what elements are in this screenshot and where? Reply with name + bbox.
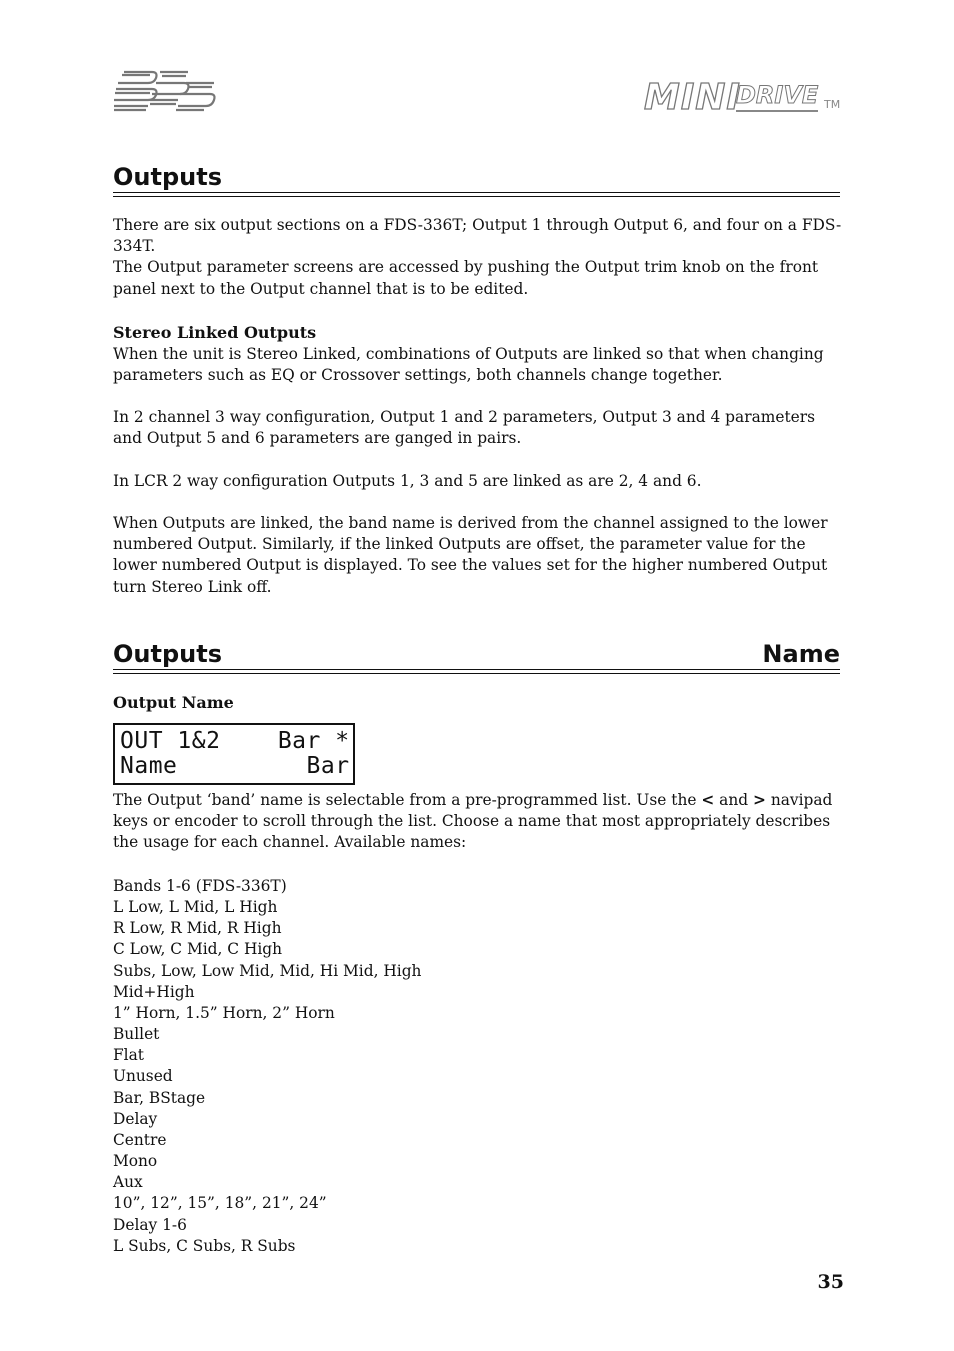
list-item: Aux (113, 1173, 143, 1192)
description-and: and (714, 791, 754, 809)
section-title-text: Outputs (113, 163, 222, 191)
lcd-line-1: OUT 1&2 Bar * (120, 728, 350, 754)
list-item: Centre (113, 1130, 167, 1149)
list-item: C Low, C Mid, C High (113, 940, 283, 959)
body-paragraph: In LCR 2 way configuration Outputs 1, 3 and 5 are linked as are 2, 4 and 6. (113, 472, 702, 490)
less-than-key: < (701, 791, 715, 809)
list-item: R Low, R Mid, R High (113, 919, 282, 938)
lcd-display (113, 723, 355, 785)
list-item: Mono (113, 1152, 158, 1171)
list-item: L Low, L Mid, L High (113, 898, 278, 917)
list-item: 10”, 12”, 15”, 18”, 21”, 24” (113, 1194, 327, 1213)
lcd-line-2: Name Bar (120, 753, 350, 779)
available-names-list (113, 876, 421, 1257)
intro-text (113, 215, 843, 300)
section-title-left: Outputs (113, 640, 222, 668)
body-paragraph: When Outputs are linked, the band name is derived from the channel assigned to the lower numbered Output. Similarly, if the linked Outputs are offset, the parameter value for the lower numbered Output is displayed. To see the values set for the higher numbered Output turn Stereo Link off. (113, 514, 828, 596)
list-item: L Subs, C Subs, R Subs (113, 1236, 296, 1255)
list-item: Flat (113, 1046, 144, 1065)
body-paragraph: When the unit is Stereo Linked, combinations of Outputs are linked so that when changing parameters such as EQ or Crossover settings, both channels change together. (113, 345, 824, 385)
subhead-stereo-linked: Stereo Linked Outputs (113, 323, 317, 342)
minidrive-logo (644, 78, 844, 118)
trademark-mark: TM (824, 98, 841, 111)
subhead-output-name: Output Name (113, 693, 234, 712)
section-title-outputs-name (113, 639, 840, 670)
list-item: Mid+High (113, 982, 195, 1001)
logo-drive-text: DRIVE (736, 80, 818, 112)
list-item: Delay 1-6 (113, 1215, 187, 1234)
list-item: Unused (113, 1067, 173, 1086)
intro-paragraph: There are six output sections on a FDS-336T; Output 1 through Output 6, and four on a FDS-334T. (113, 216, 842, 256)
description-start: The Output ‘band’ name is selectable from a pre-programmed list. Use the (113, 791, 702, 809)
body-paragraph: In 2 channel 3 way configuration, Output 1 and 2 parameters, Output 3 and 4 parameters and Output 5 and 6 parameters are ganged in pairs. (113, 408, 815, 448)
output-name-description (113, 790, 841, 854)
list-item: Bullet (113, 1025, 160, 1044)
greater-than-key: > (753, 791, 766, 809)
description-end: navipad keys or encoder to scroll through the list. Choose a name that most appropriately describes the usage for each channel. Available names: (113, 791, 833, 852)
list-item: Subs, Low, Low Mid, Mid, Hi Mid, High (113, 961, 422, 980)
section-title-right: Name (762, 640, 840, 668)
bss-logo (112, 66, 218, 116)
section-title-outputs (113, 162, 840, 193)
list-item: Bands 1-6 (FDS-336T) (113, 877, 287, 895)
list-item: Delay (113, 1109, 158, 1128)
page-number: 35 (817, 1271, 844, 1293)
list-item: 1” Horn, 1.5” Horn, 2” Horn (113, 1003, 335, 1022)
list-item: Bar, BStage (113, 1088, 206, 1107)
logo-mini-text: MINI (644, 77, 741, 118)
intro-paragraph: The Output parameter screens are accessed by pushing the Output trim knob on the front panel next to the Output channel that is to be edited. (113, 258, 819, 298)
